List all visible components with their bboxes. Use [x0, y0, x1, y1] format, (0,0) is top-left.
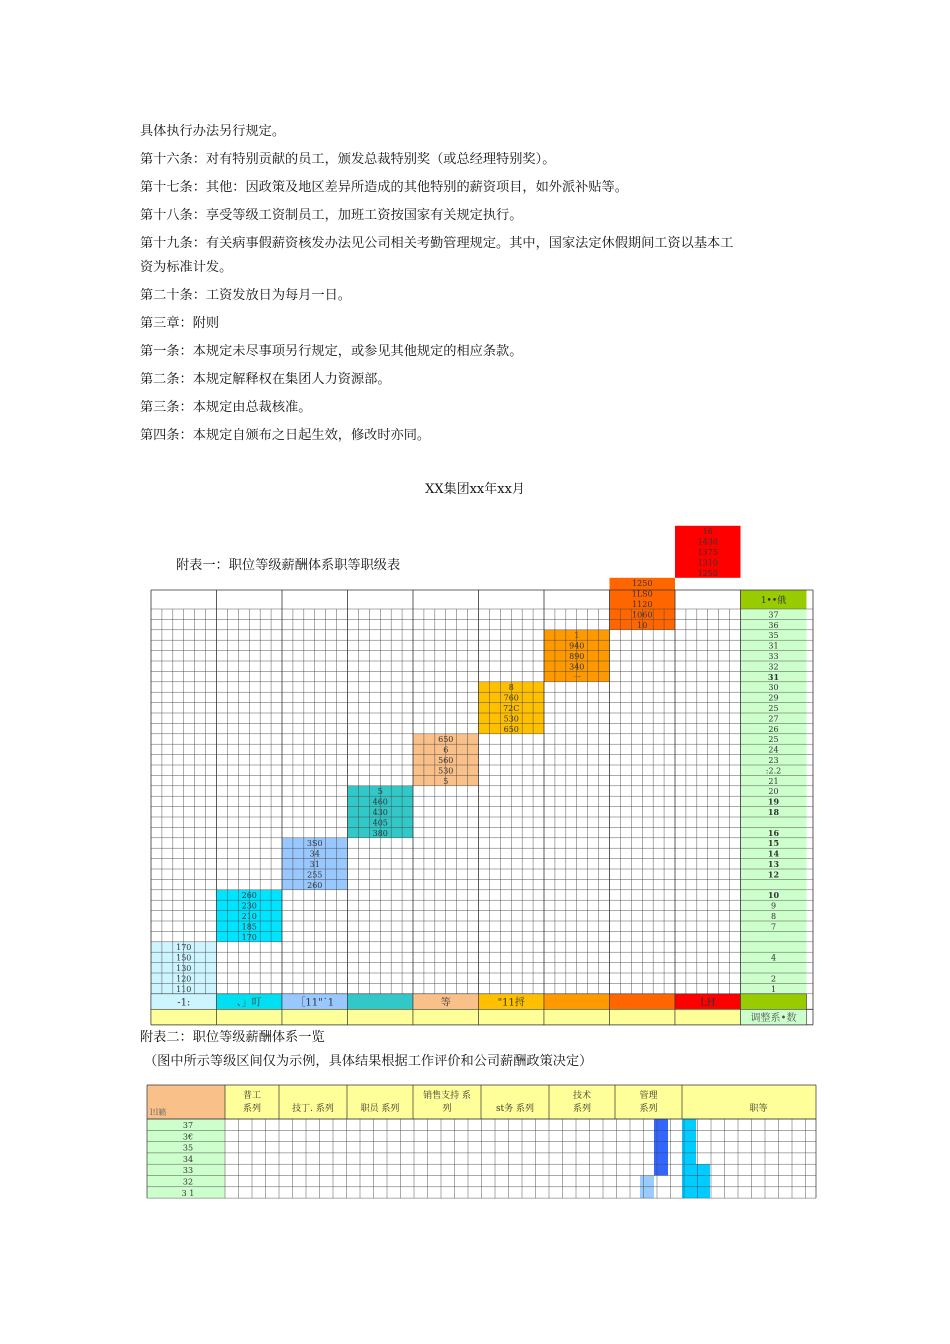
date-line: XX集团xx年xx月	[425, 482, 525, 497]
coefficient-cell	[282, 1009, 348, 1025]
series-color-cell	[741, 994, 807, 1010]
block-value: 260	[307, 880, 323, 890]
block-value: 110	[176, 984, 192, 994]
series-header: 技丁. 系列	[292, 1104, 334, 1114]
grade-label: 32	[182, 1177, 194, 1187]
grade-label: 3 1	[181, 1188, 195, 1198]
grade-label: 23	[768, 756, 779, 765]
block-value: 430	[372, 808, 388, 817]
grade-header: 1••俄	[760, 596, 787, 606]
grade-label: 27	[768, 714, 779, 724]
block-value: 530	[503, 714, 519, 724]
series-label: ［11"˙1	[295, 997, 335, 1009]
paragraph: 具体执行办法另行规定。	[140, 124, 286, 139]
paragraph: 第十六条：对有特别贡献的员工，颁发总裁特别奖（或总经理特别奖）。	[140, 152, 556, 167]
grade-label: 12	[767, 869, 780, 880]
grade-table-2	[146, 1084, 818, 1200]
block-value: 1250	[697, 568, 718, 578]
block-value: 380	[372, 828, 388, 838]
block-value: 170	[176, 943, 192, 953]
grade-label: 1	[770, 984, 777, 994]
series-header: st务 系列	[495, 1104, 535, 1114]
grade-label: 8	[770, 912, 777, 921]
series-label: 、」叮	[236, 997, 262, 1009]
block-value: 185	[241, 922, 257, 932]
paragraph: 第一条：本规定未尽事项另行规定，或参见其他规定的相应条款。	[140, 344, 523, 359]
grade-label: 24	[768, 745, 779, 755]
block-value: 210	[241, 912, 257, 921]
block-value: 890	[569, 652, 585, 661]
block-value: 120	[176, 974, 192, 984]
series-header: 普工	[242, 1091, 262, 1101]
paragraph: 第四条：本规定自颁布之日起生效，修改时亦同。	[140, 428, 431, 443]
block-value: 230	[241, 901, 257, 911]
block-value: 530	[438, 766, 454, 776]
grade-label: 3€	[182, 1132, 194, 1142]
paragraph: 第二条：本规定解释权在集团人力资源部。	[140, 372, 391, 387]
block-value: 10	[637, 620, 648, 630]
grade-label: 18	[767, 807, 780, 817]
grade-label: 37	[182, 1121, 194, 1130]
block-value: 5	[443, 776, 449, 786]
paragraph: 第三章：附则	[140, 316, 220, 331]
grade-label: 20	[768, 787, 779, 797]
block-value: 1LS0	[631, 589, 653, 599]
block-value: 760	[503, 693, 519, 703]
series-color-cell	[544, 994, 610, 1010]
block-value: 1120	[632, 600, 653, 609]
coefficient-cell	[217, 1009, 283, 1025]
block-value: 170	[241, 932, 257, 942]
coefficient-cell	[544, 1009, 610, 1025]
block-value: 130	[176, 964, 192, 973]
grade-label: 33	[182, 1166, 194, 1176]
grade-label: 9	[770, 901, 777, 911]
grade-label: 30	[768, 683, 779, 693]
grade-label: 16	[767, 827, 780, 838]
grade-label: 21	[768, 776, 779, 786]
grade-label: 31	[768, 641, 779, 651]
block-value: 6	[443, 745, 449, 755]
coefficient-cell	[413, 1009, 479, 1025]
grade-label: 7	[770, 922, 777, 932]
grade-label: 25	[768, 704, 779, 713]
block-value: 150	[176, 953, 192, 963]
block-value: 650	[438, 735, 454, 745]
series-label: 等	[440, 997, 451, 1009]
coefficient-cell	[479, 1009, 545, 1025]
grade-label: 36	[768, 620, 779, 630]
grade-label: 19	[767, 796, 780, 807]
series-header: 销售支持 系	[423, 1091, 471, 1101]
grade-label: 14	[767, 848, 780, 859]
block-value: 255	[307, 870, 323, 880]
block-value: 940	[569, 641, 585, 651]
block-value: 340	[569, 662, 585, 672]
series-label: "11捋	[497, 997, 525, 1009]
grade-label: 10	[767, 890, 780, 901]
coefficient-cell	[675, 1009, 741, 1025]
grade-label: 31	[767, 671, 780, 682]
block-value: 一	[572, 672, 581, 682]
block-value: 8	[508, 683, 514, 693]
block-value: 16	[702, 527, 713, 537]
grade-label: 35	[182, 1143, 194, 1153]
block-value: 260	[241, 891, 257, 901]
grade-label: 33	[768, 652, 779, 661]
adjust-coefficient-label: 调整系•数	[750, 1012, 797, 1024]
grade-band	[696, 1164, 710, 1198]
coefficient-cell	[610, 1009, 676, 1025]
row-header: l!l籁	[150, 1108, 167, 1117]
series-header: 系列	[639, 1104, 658, 1114]
block-value: 3S0	[306, 839, 323, 849]
grade-label: 34	[182, 1154, 194, 1164]
grade-label: 35	[768, 631, 779, 641]
series-label: -1:	[177, 997, 191, 1009]
grade-header: 职等	[749, 1104, 768, 1114]
table2-note: （图中所示等级区间仅为示例，具体结果根据工作评价和公司薪酬政策决定）	[144, 1054, 593, 1069]
series-header: 技术	[572, 1091, 592, 1101]
grade-label: 15	[767, 838, 780, 849]
grade-label: 32	[768, 662, 779, 672]
block-value: 1310	[697, 558, 718, 568]
series-header: 职员 系列	[360, 1104, 400, 1114]
management-band	[654, 1119, 668, 1176]
table1-caption: 附表一：职位等级薪酬体系职等职级表	[176, 558, 401, 573]
paragraph: 第二十条：工资发放日为每月一日。	[140, 288, 351, 303]
block-value: 1	[574, 631, 580, 641]
block-value: 72C	[503, 704, 520, 713]
paragraph: 第十九条：有关病事假薪资核发办法见公司相关考勤管理规定。其中，国家法定休假期间工资以基本工资为标准计发。	[140, 236, 734, 275]
series-label: LH	[700, 997, 716, 1009]
block-value: 34	[309, 849, 320, 859]
grade-label: 4	[770, 953, 777, 963]
grade-label: 26	[768, 724, 779, 734]
series-header: 列	[442, 1104, 452, 1114]
block-value: 650	[503, 724, 519, 734]
block-value: 1250	[632, 579, 653, 589]
block-value: 31	[309, 860, 320, 869]
grade-label: :2.2	[765, 766, 782, 776]
table2-caption: 附表二：职位等级薪酬体系一览	[140, 1030, 325, 1045]
series-color-cell	[348, 994, 414, 1010]
grade-label: 37	[768, 610, 779, 620]
coefficient-cell	[151, 1009, 217, 1025]
grade-label: 29	[768, 693, 779, 703]
series-color-cell	[610, 994, 676, 1010]
grade-label: 13	[767, 859, 780, 869]
body-text	[140, 120, 800, 448]
block-value: 1375	[697, 548, 718, 557]
series-header: 系列	[242, 1104, 262, 1114]
block-value: 405	[372, 818, 388, 828]
block-value: 460	[372, 797, 388, 807]
coefficient-cell	[348, 1009, 414, 1025]
series-header: 管理	[639, 1091, 658, 1101]
series-header: 系列	[572, 1104, 592, 1114]
block-value: 1430	[697, 537, 718, 547]
block-value: 5	[377, 787, 383, 797]
block-value: 560	[438, 756, 454, 765]
block-value: 1060	[632, 610, 653, 620]
paragraph: 第三条：本规定由总裁核准。	[140, 400, 312, 415]
paragraph: 第十八条：享受等级工资制员工，加班工资按国家有关规定执行。	[140, 208, 523, 223]
paragraph: 第十七条：其他：因政策及地区差异所造成的其他特别的薪资项目，如外派补贴等。	[140, 180, 628, 195]
grade-label: 25	[768, 735, 779, 745]
grade-label: 2	[770, 974, 777, 984]
